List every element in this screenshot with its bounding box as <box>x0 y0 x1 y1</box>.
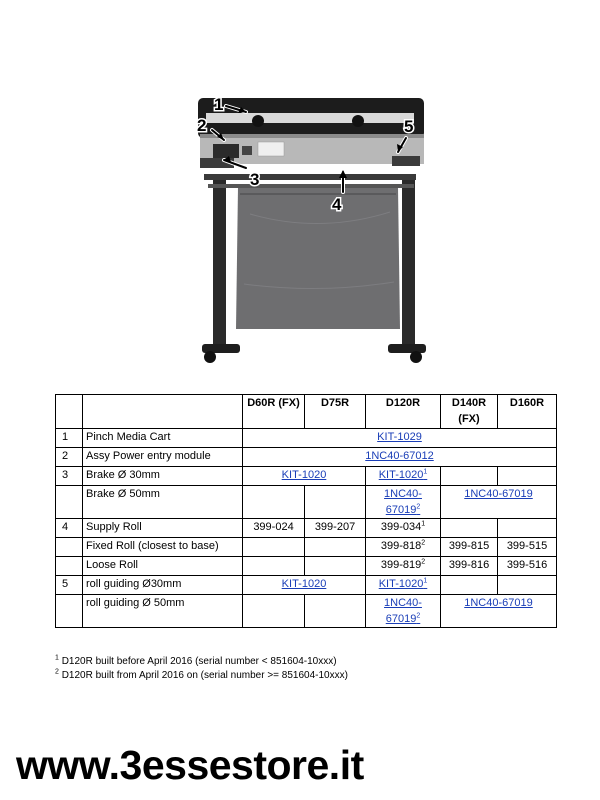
part-code-cell <box>366 595 441 628</box>
part-code-d120r: $399-034^1$ <box>366 519 441 538</box>
table-row <box>56 519 557 538</box>
empty-cell <box>243 486 305 519</box>
part-code-d120r: $399-818^2$ <box>366 538 441 557</box>
header-d60r: D60R (FX) <box>243 395 305 429</box>
part-code-cell <box>243 576 366 595</box>
part-link-kit-1029[interactable]: KIT-1029 <box>377 431 422 443</box>
table-row <box>56 448 557 467</box>
empty-cell <box>305 538 366 557</box>
part-name: roll guiding Ø30mm <box>83 576 243 595</box>
table-row <box>56 595 557 628</box>
supply-roll-bar <box>204 174 416 180</box>
table-row <box>56 557 557 576</box>
part-code-cell <box>441 486 557 519</box>
part-name: Brake Ø 30mm <box>83 467 243 486</box>
header-d120r: D120R <box>366 395 441 429</box>
table-row <box>56 538 557 557</box>
table-header-row <box>56 395 557 429</box>
part-code-cell <box>243 467 366 486</box>
row-number <box>56 538 83 557</box>
part-name: Brake Ø 50mm <box>83 486 243 519</box>
part-code-d120r: $399-819^2$ <box>366 557 441 576</box>
part-code-cell <box>243 429 557 448</box>
header-d140r: D140R (FX) <box>441 395 498 429</box>
header-part <box>83 395 243 429</box>
empty-cell <box>498 467 557 486</box>
plotter-drawing <box>180 94 440 372</box>
callout-4: 4 <box>332 195 342 214</box>
lower-roll-bar <box>208 184 414 188</box>
part-link-1nc40-67019[interactable]: 1NC40-67019 <box>464 597 533 609</box>
part-link-kit-1020[interactable]: KIT-1020 <box>281 469 327 481</box>
part-code-d140r: 399-815 <box>441 538 498 557</box>
part-name: Pinch Media Cart <box>83 429 243 448</box>
part-code-d60r: 399-024 <box>243 519 305 538</box>
part-code-d160r: 399-515 <box>498 538 557 557</box>
header-d75r: D75R <box>305 395 366 429</box>
part-code-cell <box>441 595 557 628</box>
footnote-mark: 1 <box>55 654 59 662</box>
empty-cell <box>498 576 557 595</box>
right-caster <box>410 351 422 363</box>
empty-cell <box>243 538 305 557</box>
empty-cell <box>441 467 498 486</box>
empty-cell <box>243 595 305 628</box>
parts-table <box>55 394 557 628</box>
right-bracket <box>392 156 420 166</box>
row-number <box>56 557 83 576</box>
table-row <box>56 486 557 519</box>
footnote-mark: 2 <box>55 668 59 676</box>
empty-cell <box>498 519 557 538</box>
part-name: Loose Roll <box>83 557 243 576</box>
left-leg <box>213 174 226 349</box>
part-link-kit-1020-d120[interactable]: KIT-1020$^1$ <box>378 468 428 481</box>
media-basket <box>236 187 400 329</box>
empty-cell <box>305 595 366 628</box>
row-number: 1 <box>56 429 83 448</box>
part-code-cell <box>366 467 441 486</box>
callout-2: 2 <box>197 116 207 135</box>
row-number <box>56 486 83 519</box>
row-number: 3 <box>56 467 83 486</box>
pinch-rail <box>206 113 414 123</box>
part-link-kit-1020-d120[interactable]: KIT-1020$^1$ <box>378 577 428 590</box>
footnote-1 <box>55 655 337 669</box>
power-entry-module <box>213 144 239 158</box>
row-number: 2 <box>56 448 83 467</box>
part-name: Fixed Roll (closest to base) <box>83 538 243 557</box>
table-row <box>56 576 557 595</box>
part-link-1nc40-67012[interactable]: 1NC40-67012 <box>365 450 434 462</box>
left-caster <box>204 351 216 363</box>
part-code-cell <box>366 486 441 519</box>
part-name: roll guiding Ø 50mm <box>83 595 243 628</box>
empty-cell <box>441 519 498 538</box>
part-name: Supply Roll <box>83 519 243 538</box>
table-row <box>56 429 557 448</box>
empty-cell <box>441 576 498 595</box>
part-link-1nc40-67019-d120[interactable]: 1NC40-67019$^2$ <box>384 488 422 516</box>
part-code-d75r: 399-207 <box>305 519 366 538</box>
footnote-text: D120R built from April 2016 on (serial number >= 851604-10xxx) <box>61 670 348 681</box>
table-row <box>56 467 557 486</box>
part-code-d140r: 399-816 <box>441 557 498 576</box>
part-link-1nc40-67019-d120[interactable]: 1NC40-67019$^2$ <box>384 597 422 625</box>
header-num <box>56 395 83 429</box>
right-leg <box>402 174 415 349</box>
row-number: 5 <box>56 576 83 595</box>
part-link-kit-1020[interactable]: KIT-1020 <box>281 578 327 590</box>
pinch-roller-right <box>352 115 364 127</box>
callout-3: 3 <box>250 170 260 189</box>
plotter-illustration <box>180 94 440 372</box>
callout-5: 5 <box>404 117 414 136</box>
part-name: Assy Power entry module <box>83 448 243 467</box>
empty-cell <box>305 486 366 519</box>
row-number: 4 <box>56 519 83 538</box>
footnote-2 <box>55 669 348 683</box>
right-foot <box>388 344 426 353</box>
header-d160r: D160R <box>498 395 557 429</box>
pinch-roller-left <box>252 115 264 127</box>
part-link-1nc40-67019[interactable]: 1NC40-67019 <box>464 488 533 500</box>
callout-1: 1 <box>214 95 224 114</box>
empty-cell <box>243 557 305 576</box>
part-code-d160r: 399-516 <box>498 557 557 576</box>
row-number <box>56 595 83 628</box>
footnote-text: D120R built before April 2016 (serial number < 851604-10xxx) <box>61 656 337 667</box>
store-url: www.3essestore.it <box>16 742 364 788</box>
empty-cell <box>305 557 366 576</box>
part-code-cell <box>243 448 557 467</box>
part-code-cell <box>366 576 441 595</box>
